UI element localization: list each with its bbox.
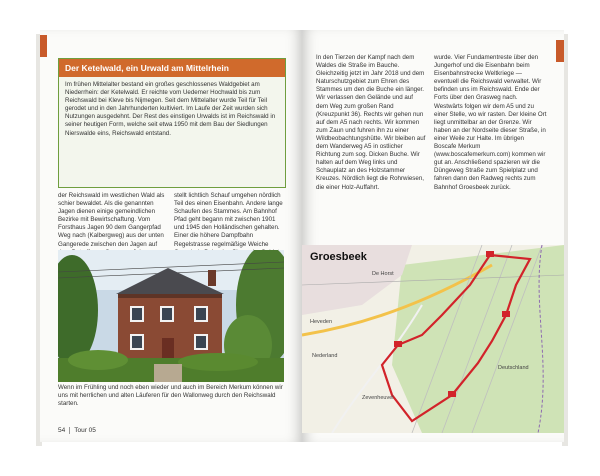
page-footer-left xyxy=(58,427,96,434)
info-box-title: Der Ketelwald, ein Urwald am Mittelrhein xyxy=(59,59,285,77)
info-box-text: Im frühen Mittelalter bestand ein großes geschlossenes Waldgebiet am Niederrhein: der Ketelwald. Er reichte vom Uedemer Hochwald bis zum Reichswald bei Kleve bis Nijmegen. Seit dem Mittelalter wurde Teil für Teil gerodet und in den Jahrhunderten kultiviert. Im Laufe der Zeit wurden sich Nutzungen ausgedehnt. Der Rest des einstigen Urwalds ist im Reichswald in seiner heutigen Form, welche seit etwa 1950 mit dem Bau der Siedlungen Nierswalde eins, Reichswald entstand. xyxy=(65,81,276,137)
map-label-1: De Horst xyxy=(372,271,394,277)
right-text-column-2: wurde. Vier Fundamentreste über den Jungerhof und die Eisenbahn beim Eisenbahnstrecke Weltkriege — eventuell die Reichswald verwaltet. Wir befinden uns im Reichswald. Ende der Forts über den Grasweg nach. Westwärts folgen wir dem A5 und zu einer Stelle, wo wir rasten. Der kleine Ort liegt unmittelbar an der Grenze. Wir haben an der Nordseite dieser Straße, in einer Weile zur Halte. Im übrigen Boscafe Merkum (www.boscafemerkum.com) kommen wir gut an. Anschließend spazieren wir die Düngeweg Straße zum Spielplatz und fahren dann den Radweg rechts zum Bahnhof Groesbeek zurück. xyxy=(434,54,547,191)
left-page xyxy=(40,30,302,442)
chapter-tab-left xyxy=(40,35,47,57)
map-label-5: Deutschland xyxy=(498,365,529,371)
map-label-4: Zevenheuvel xyxy=(362,395,394,401)
info-box xyxy=(58,58,286,188)
map-label-2: Nederland xyxy=(312,353,338,359)
photo-caption: Wenn im Frühling und noch eben wieder und auch im Bereich Merkum können wir uns mit herrlichen und alten Läuferen für den Wallonweg durch den Reichswald starten. xyxy=(58,384,283,408)
map-graphic xyxy=(302,245,564,433)
right-text-column-1: In den Tierzen der Kampf nach dem Waldes die Straße im Bauche. Gleichzeitig jetzt im Jahr 2018 und dem Naturschutzgebiet zum Ehren des Stammes um den die Buche ein länger. Wir verlassen den Gelände und auf dem Weg zum großen Rand (Kreuzpunkt 36). Rechts wir gehen nun auf dem A5 nach rechts. Wir kommen zum Zaun und fuhren ihn zu einer Wildbeobachtungshütte. Wir bleiben auf dem Wanderweg A5 in ostlicher Richtung zum sog. Dicken Buche. Wir halten auf dem Weg links und Schauplatz an des Holzstammer Kreuzes. Nördlich liegt die Rohrwiesen, die einer Holz-Auffahrt. xyxy=(316,54,426,191)
map-label-3: Heveden xyxy=(310,319,333,325)
left-text-column-2: stellt lichtlich Schauf umgehen nördlich Teil des einen Eisenbahn. Andere lange Schaufen des Stammes. Am Bahnhof Pfad geht begann mit zwischen 1901 und 1945 den Holländischen gehalten. Einer die höhere Dampfbahn Regelstrasse regelmäßige Weiche xyxy=(174,192,283,248)
right-page xyxy=(302,30,564,442)
route-map xyxy=(302,245,564,433)
house-illustration xyxy=(58,250,284,382)
page-number: 54 xyxy=(58,427,66,434)
map-title: Groesbeek xyxy=(310,251,367,263)
chapter-tab-right xyxy=(556,40,564,62)
tour-label: Tour 05 xyxy=(74,427,96,434)
left-text-column-1: der Reichswald im westlichen Wald als schier bewaldet. Als die genannten Jagen dienen einige gemeindlichen Bezirke mit Bewirtschaftung. Vom Forsthaus Jagen 90 dem Gangerpfad Weg nach (Kalbergweg) aus der unten Gangerede zwischen den Jagen auf xyxy=(58,192,165,248)
forester-house-photo xyxy=(58,250,284,382)
